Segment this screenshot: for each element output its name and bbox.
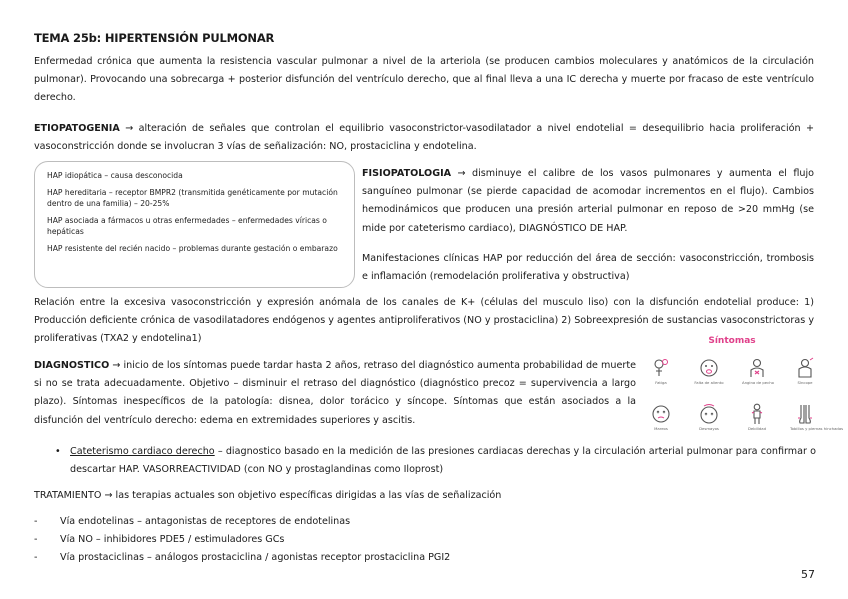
bullet-cateterismo xyxy=(56,443,816,479)
weakness-icon xyxy=(742,403,772,431)
etiopatogenia-text: → alteración de señales que controlan el equilibrio vasoconstrictor-vasodilatador a nivel endotelial = desequilibrio hacia proliferación + vasoconstricción donde se involucran 3 vías de señalización: NO, prostaciclina y endotelina. xyxy=(34,123,814,153)
chest-pain-icon xyxy=(742,357,772,385)
intro-paragraph: Enfermedad crónica que aumenta la resistencia vascular pulmonar a nivel de la arteriola (se producen cambios moleculares y anatómicos de la circulación pulmonar). Provocando una sobrecarga + posterior disfunción del ventrículo derecho, que al final lleva a una IC derecha y muerte por fracaso de este ventrículo derecho. xyxy=(34,56,814,104)
cateterismo-label: Cateterismo cardiaco derecho xyxy=(70,446,215,457)
treatment-item-text: Vía endotelinas – antagonistas de receptores de endotelinas xyxy=(60,516,351,527)
tratamiento-paragraph: TRATAMIENTO → las terapias actuales son objetivo específicas dirigidas a las vías de señalización xyxy=(34,490,502,501)
symptom-label: Síncope xyxy=(797,380,813,385)
fatigue-icon xyxy=(646,357,676,385)
diagnostico-paragraph xyxy=(34,357,636,430)
dizziness-icon xyxy=(646,403,676,431)
symptom-label: Angina de pecho xyxy=(742,380,774,385)
treatment-item-text: Vía prostaciclinas – análogos prostaciclina / agonistas receptor prostaciclina PGI2 xyxy=(60,552,451,563)
hap-types-box xyxy=(34,161,355,288)
hap-type-item: HAP asociada a fármacos u otras enfermedades – enfermedades víricas o hepáticas xyxy=(47,216,327,236)
symptom-label: Fatiga xyxy=(655,380,667,385)
fisiopatologia-text: → disminuye el calibre de los vasos pulmonares y aumenta el flujo sanguíneo pulmonar (se pierde capacidad de acomodar incrementos en el flujo). Cambios hemodinámicos que producen una presión arterial pulmonar en reposo de >20 mmHg (se mide por cateterismo cardiaco), DIAGNÓSTICO DE HAP. xyxy=(362,168,814,234)
cateterismo-text: – diagnostico basado en la medición de las presiones cardiacas derechas y la circulación arterial pulmonar para confirmar o descartar HAP. VASORREACTIVIDAD (con NO y prostaglandinas como Iloprost) xyxy=(70,446,817,476)
syncope-icon xyxy=(790,357,820,385)
diagnostico-label: DIAGNOSTICO xyxy=(34,360,110,371)
symptoms-figure xyxy=(640,333,844,443)
treatment-item: - Vía endotelinas – antagonistas de receptores de endotelinas xyxy=(34,516,351,527)
hap-type-item: HAP resistente del recién nacido – problemas durante gestación o embarazo xyxy=(47,244,338,253)
page-title: TEMA 25b: HIPERTENSIÓN PULMONAR xyxy=(34,31,275,45)
hap-type-item: HAP hereditaria – receptor BMPR2 (transmitida genéticamente por mutación dentro de una familia) – 20-25% xyxy=(47,188,338,208)
fisiopatologia-label: FISIOPATOLOGIA xyxy=(362,168,452,179)
page-number: 57 xyxy=(801,568,815,581)
breathless-icon xyxy=(694,357,724,385)
symptom-label: Falta de aliento xyxy=(694,380,724,385)
symptom-label: Desmayos xyxy=(699,426,719,431)
treatment-item: - Vía prostaciclinas – análogos prostaciclina / agonistas receptor prostaciclina PGI2 xyxy=(34,552,451,563)
relacion-paragraph: Relación entre la excesiva vasoconstricción y expresión anómala de los canales de K+ (células del musculo liso) con la disfunción endotelial produce: 1) Producción deficiente crónica de vasodilatadores endógenos y agentes antiproliferativos (NO y prostaciclina) 2) Sobreexpresión de sustancias vasoconstrictoras y proliferativas (TXA2 y endotelina1) xyxy=(34,297,814,345)
etiopatogenia-label: ETIOPATOGENIA xyxy=(34,123,120,134)
treatment-item-text: Vía NO – inhibidores PDE5 / estimuladores GCs xyxy=(60,534,285,545)
bullet-dot: • xyxy=(55,446,61,457)
fisiopatologia-paragraph xyxy=(362,165,814,238)
symptom-label: Mareos xyxy=(654,426,668,431)
symptoms-title: Síntomas xyxy=(708,336,756,346)
symptom-label: Tobillos y piernas hinchadas xyxy=(790,426,844,431)
hap-type-item: HAP idiopática – causa desconocida xyxy=(47,171,183,180)
swollen-legs-icon xyxy=(790,403,844,431)
manifestaciones-paragraph: Manifestaciones clínicas HAP por reducción del área de sección: vasoconstricción, trombosis e inflamación (remodelación proliferativa y obstructiva) xyxy=(362,253,814,283)
diagnostico-text: → inicio de los síntomas puede tardar hasta 2 años, retraso del diagnóstico aumenta probabilidad de muerte si no se trata adecuadamente. Objetivo – disminuir el retraso del diagnóstico (diagnóstico precoz = supervivencia a largo plazo). Síntomas inespecíficos de la patología: disnea, dolor torácico y síncope. Síntomas que están asociados a la disfunción del ventrículo derecho: edema en extremidades superiores y ascitis. xyxy=(34,360,636,426)
fainting-icon xyxy=(694,403,724,431)
etiopatogenia-paragraph xyxy=(34,120,814,156)
treatment-item: - Vía NO – inhibidores PDE5 / estimuladores GCs xyxy=(34,534,285,545)
symptom-label: Debilidad xyxy=(748,426,766,431)
